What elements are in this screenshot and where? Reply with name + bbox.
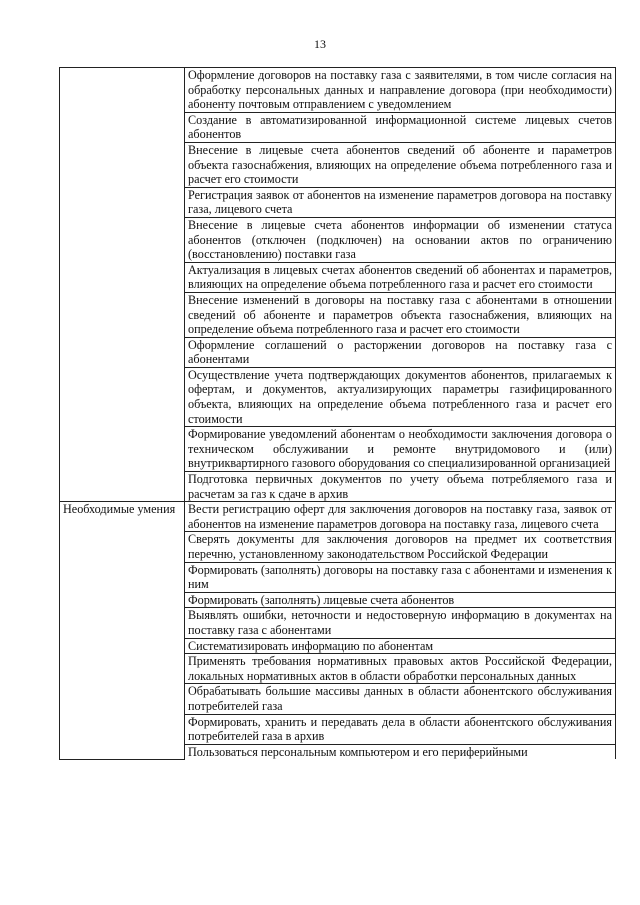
table-row [60,502,616,532]
skill-item: Обрабатывать большие массивы данных в области абонентского обслуживания потребителей газа [185,684,616,714]
skill-item: Выявлять ошибки, неточности и недостоверную информацию в документах на поставку газа с абонентами [185,608,616,638]
skill-item: Сверять документы для заключения договоров на предмет их соответствия перечню, установленному законодательством Российской Федерации [185,532,616,562]
table-row [60,68,616,113]
action-item: Регистрация заявок от абонентов на изменение параметров договора на поставку газа, лицевого счета [185,187,616,217]
action-item: Осуществление учета подтверждающих документов абонентов, прилагаемых к офертам, и документов, актуализирующих параметры газифицированного объекта, влияющих на определение объема потребленного газа и расчет его стоимости [185,367,616,426]
skill-item: Пользоваться персональным компьютером и его периферийными [185,744,616,759]
section-label-actions [60,68,185,502]
skill-item: Формировать (заполнять) лицевые счета абонентов [185,592,616,608]
section-label-skills: Необходимые умения [60,502,185,760]
action-item: Внесение изменений в договоры на поставку газа с абонентами в отношении сведений об абоненте и параметров объекта газоснабжения, влияющих на определение объема потребленного газа и расчет его стоимости [185,292,616,337]
action-item: Формирование уведомлений абонентам о необходимости заключения договора о техническом обслуживании и ремонте внутридомового и (или) внутриквартирного газового оборудования со специализированной организацией [185,427,616,472]
action-item: Оформление соглашений о расторжении договоров на поставку газа с абонентами [185,337,616,367]
action-item: Создание в автоматизированной информационной системе лицевых счетов абонентов [185,112,616,142]
action-item: Актуализация в лицевых счетах абонентов сведений об абонентах и параметров, влияющих на определение объема потребленного газа и расчет его стоимости [185,262,616,292]
page-number: 13 [314,37,326,51]
skill-item: Систематизировать информацию по абонентам [185,638,616,654]
action-item: Подготовка первичных документов по учету объема потребляемого газа и расчетам за газ к сдаче в архив [185,472,616,502]
action-item: Внесение в лицевые счета абонентов информации об изменении статуса абонентов (отключен (подключен) на основании актов по ограничению (восстановлению) поставки газа [185,217,616,262]
requirements-table [59,67,616,760]
skill-item: Формировать, хранить и передавать дела в области абонентского обслуживания потребителей газа в архив [185,714,616,744]
action-item: Оформление договоров на поставку газа с заявителями, в том числе согласия на обработку персональных данных и направление договора (при необходимости) абоненту почтовым отправлением с уведомлением [185,68,616,113]
skill-item: Формировать (заполнять) договоры на поставку газа с абонентами и изменения к ним [185,562,616,592]
skill-item: Вести регистрацию оферт для заключения договоров на поставку газа, заявок от абонентов на изменение параметров договора на поставку газа, лицевого счета [185,502,616,532]
action-item: Внесение в лицевые счета абонентов сведений об абоненте и параметров объекта газоснабжения, влияющих на определение объема потребленного газа и расчет его стоимости [185,142,616,187]
skill-item: Применять требования нормативных правовых актов Российской Федерации, локальных нормативных актов в области обработки персональных данных [185,654,616,684]
